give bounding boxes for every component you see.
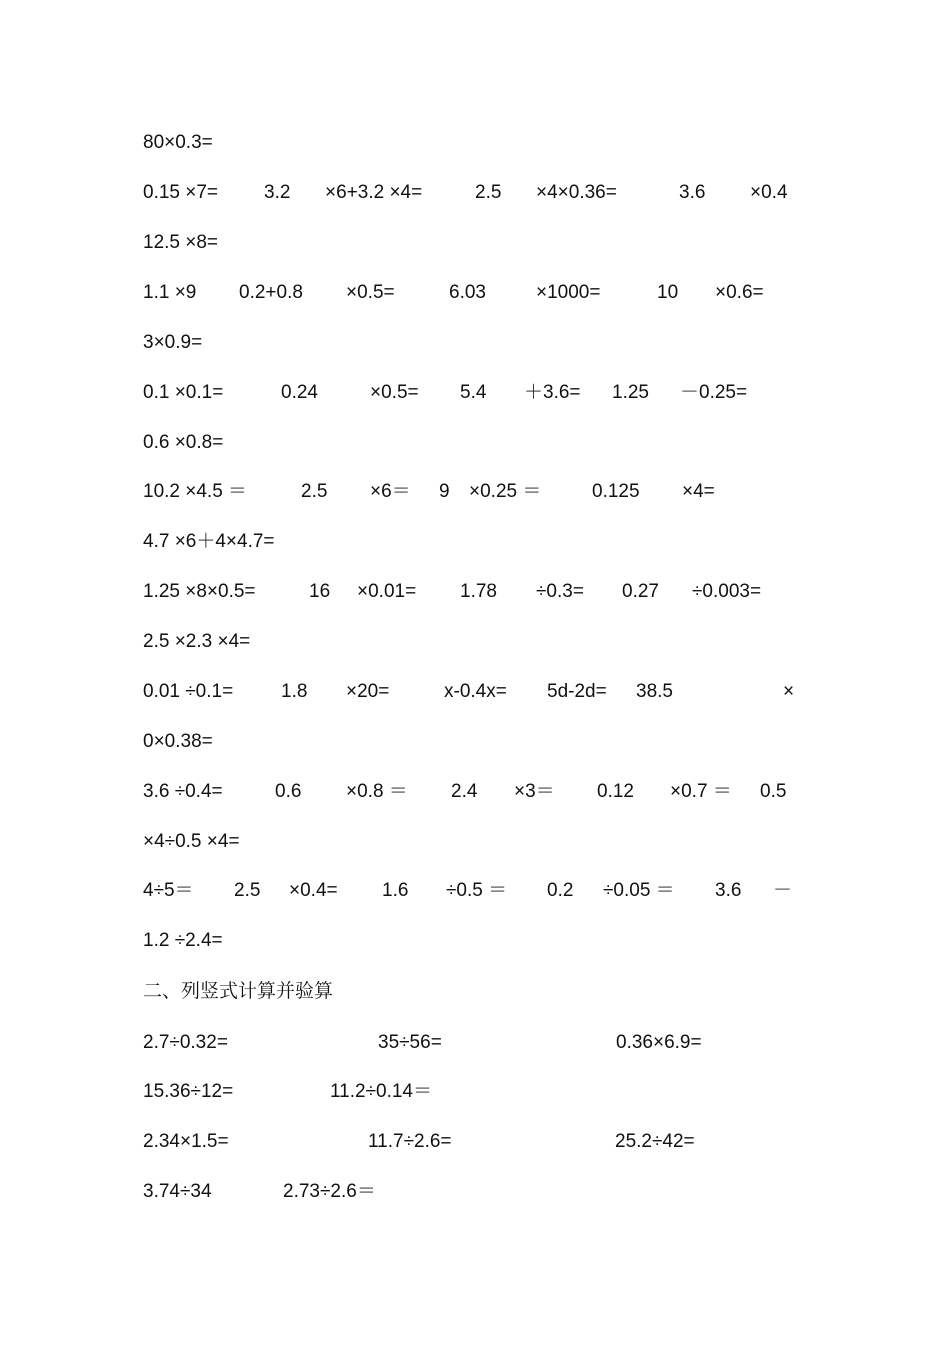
problem: 6.03 [449,282,486,303]
problem: ×0.8 ＝ [346,781,408,802]
problem: 0.2 [547,880,574,901]
problem: ×1000= [536,282,601,303]
problem: 3×0.9= [143,332,203,353]
problem: 16 [309,581,331,602]
problem: ×0.01= [357,581,417,602]
problem: ×6＝ [370,481,411,502]
problem: 0.12 [597,781,634,802]
problem: 0.2+0.8 [239,282,303,303]
problem: ×20= [346,681,390,702]
problem: 0.125 [592,481,640,502]
problem: ×4×0.36= [536,182,617,203]
problem: 1.25 ×8×0.5= [143,581,256,602]
problem: 0.6 ×0.8= [143,432,224,453]
vertical-problem: 3.74÷34 [143,1181,212,1202]
problem: 0.1 ×0.1= [143,382,224,403]
vertical-problem: 0.36×6.9= [616,1032,702,1053]
problem: 10.2 ×4.5 ＝ [143,481,248,502]
vertical-problem: 11.7÷2.6= [368,1131,452,1152]
problem: ÷0.5 ＝ [446,880,508,901]
problem: 1.25 [612,382,649,403]
problem: ×4= [682,481,715,502]
problem: 0×0.38= [143,731,213,752]
section-heading: 二、列竖式计算并验算 [143,980,334,1002]
problem: 0.6 [275,781,302,802]
problem: 2.4 [451,781,478,802]
vertical-problem: 11.2÷0.14＝ [330,1081,432,1102]
problem: 2.5 [475,182,502,203]
problem: 3.6 ÷0.4= [143,781,223,802]
problem: 3.2 [264,182,291,203]
problem: － [773,880,793,901]
problem: 3.6 [679,182,706,203]
vertical-problem: 2.73÷2.6＝ [283,1181,376,1202]
problem: ×0.5= [370,382,419,403]
vertical-problem: 25.2÷42= [615,1131,695,1152]
problem: 1.2 ÷2.4= [143,930,223,951]
problem: 9 [439,481,450,502]
problem: ×4÷0.5 ×4= [143,831,240,852]
problem: 0.24 [281,382,318,403]
problem: 2.5 [301,481,328,502]
problem: 1.78 [460,581,497,602]
problem: 5d-2d= [547,681,607,702]
problem: x-0.4x= [444,681,507,702]
problem: 5.4 [460,382,487,403]
problem: 4.7 ×6＋4×4.7= [143,531,275,552]
vertical-problem: 2.7÷0.32= [143,1032,228,1053]
problem: 38.5 [636,681,673,702]
problem: ×6+3.2 ×4= [325,182,423,203]
problem: ×0.7 ＝ [670,781,732,802]
vertical-problem: 35÷56= [378,1032,442,1053]
problem: 2.5 ×2.3 ×4= [143,631,251,652]
problem: 0.01 ÷0.1= [143,681,234,702]
problem: ÷0.003= [692,581,762,602]
problem: ×0.5= [346,282,395,303]
problem: ×3＝ [514,781,555,802]
problem: ×0.6= [715,282,764,303]
problem: 0.5 [760,781,787,802]
problem: 4÷5＝ [143,880,194,901]
problem: 1.8 [281,681,308,702]
problem: ÷0.05 ＝ [603,880,675,901]
vertical-problem: 15.36÷12= [143,1081,234,1102]
problem: 3.6 [715,880,742,901]
problem: 1.1 ×9 [143,282,197,303]
problem: 10 [657,282,679,303]
problem: × [783,681,795,702]
problem: 0.15 ×7= [143,182,219,203]
problem: ×0.25 ＝ [469,481,542,502]
problem: 12.5 ×8= [143,232,219,253]
problem: 1.6 [382,880,409,901]
problem: 2.5 [234,880,261,901]
problem: －0.25= [680,382,748,403]
problem: ×0.4= [289,880,338,901]
vertical-problem: 2.34×1.5= [143,1131,229,1152]
problem: ÷0.3= [536,581,584,602]
problem: 80×0.3= [143,132,213,153]
problem: ×0.4 [750,182,788,203]
problem: 0.27 [622,581,659,602]
problem: ＋3.6= [524,382,581,403]
